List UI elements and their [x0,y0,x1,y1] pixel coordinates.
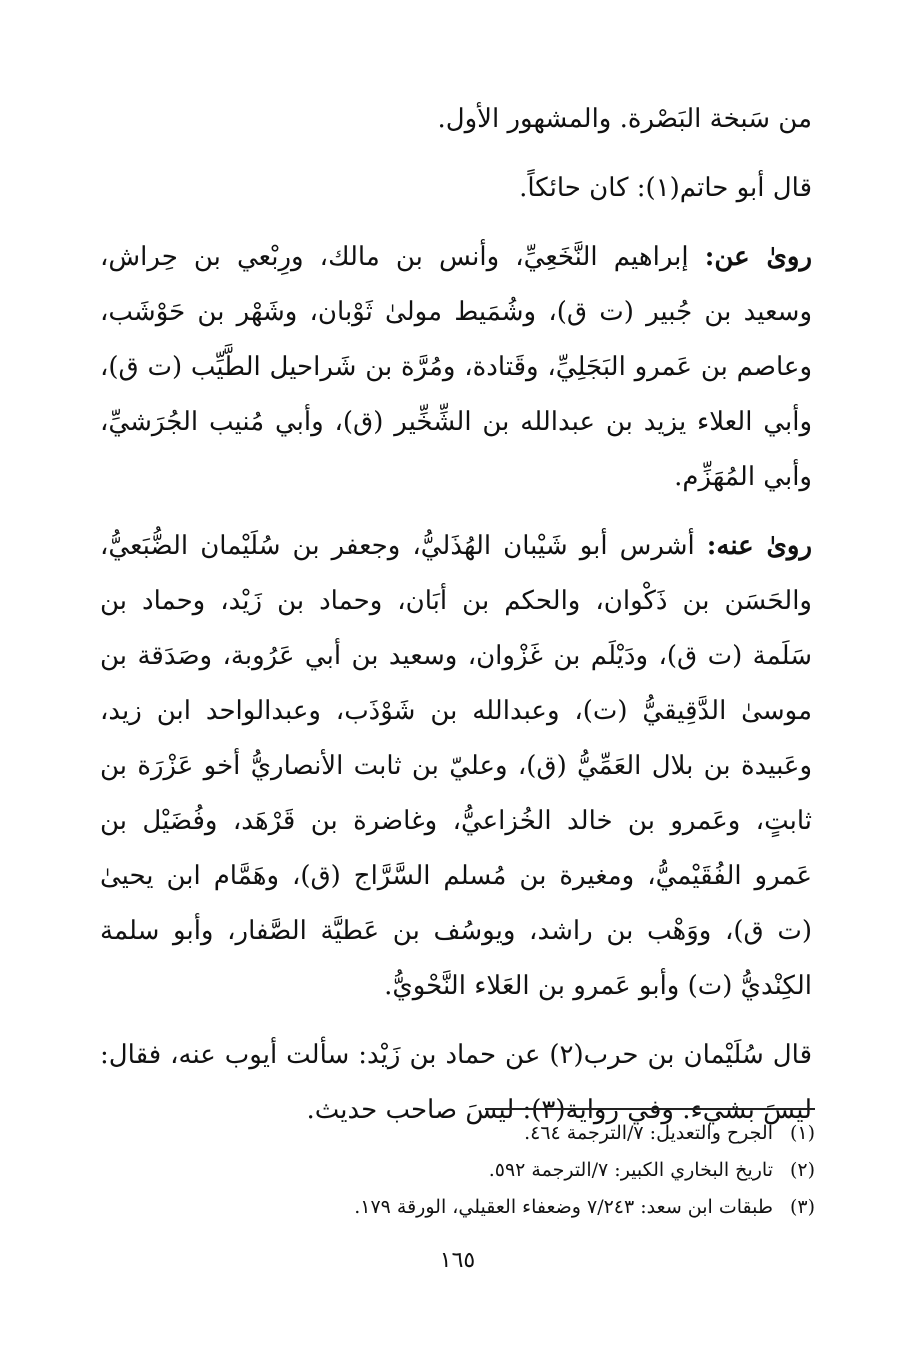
paragraph-5: قال سُلَيْمان بن حرب(٢) عن حماد بن زَيْد: سألت أيوب عنه، فقال: ليسَ بشيء. وفي رواية(٣): ليسَ صاحب حديث. [100,1040,812,1125]
footnotes [103,1115,815,1226]
footnote-separator [485,1108,815,1110]
footnote [103,1152,815,1189]
main-text [100,92,812,1138]
footnote [103,1115,815,1152]
narrated-from-paragraph [100,230,812,505]
footnote-number: (١) [789,1122,815,1144]
page-number: ١٦٥ [439,1248,476,1273]
footnote-number: (٢) [789,1159,815,1181]
footnote-text: الجرح والتعديل: ٧/الترجمة ٤٦٤. [524,1122,773,1144]
footnote-text: تاريخ البخاري الكبير: ٧/الترجمة ٥٩٢. [488,1159,773,1181]
footnote [103,1189,815,1226]
narrated-by-paragraph [100,519,812,1014]
paragraph-2: قال أبو حاتم(١): كان حائكاً. [519,173,812,203]
narrated-by-heading: روىٰ عنه: [706,531,812,561]
narrated-by-text: أشرس أبو شَيْبان الهُذَليُّ، وجعفر بن سُلَيْمان الضُّبَعيُّ، والحَسَن بن ذَكْوان، والحكم بن أبَان، وحماد بن زَيْد، وحماد بن سَلَمة (ت ق)، ودَيْلَم بن غَزْوان، وسعيد بن أبي عَرُوبة، وصَدَقة بن موسىٰ الدَّقِيقيُّ (ت)، وعبدالله بن شَوْذَب، وعبدالواحد ابن زيد، وعَبيدة بن بلال العَمِّيُّ (ق)، وعليّ بن ثابت الأنصاريُّ أخو عَزْرَة بن ثابتٍ، وعَمرو بن خالد الخُزاعيُّ، وغاضرة بن قَرْهَد، وفُضَيْل بن عَمرو الفُقَيْميُّ، ومغيرة بن مُسلم السَّرَّاج (ق)، وهَمَّام ابن يحيىٰ (ت ق)، ووَهْب بن راشد، ويوسُف بن عَطيَّة الصَّفار، وأبو سلمة الكِنْديُّ (ت) وأبو عَمرو بن العَلاء النَّحْويُّ. [100,531,813,1001]
narrated-from-text: إبراهيم النَّخَعِيِّ، وأنس بن مالك، ورِبْعي بن حِراش، وسعيد بن جُبير (ت ق)، وشُمَيط مولىٰ ثَوْبان، وشَهْر بن حَوْشَب، وعاصم بن عَمرو البَجَلِيِّ، وقَتادة، ومُرَّة بن شَراحيل الطَّيِّب (ت ق)، وأبي العلاء يزيد بن عبدالله بن الشِّخِّير (ق)، وأبي مُنيب الجُرَشيِّ، وأبي المُهَزِّم. [100,242,812,492]
narrated-from-heading: روىٰ عن: [704,242,813,272]
footnote-number: (٣) [789,1196,815,1218]
footnote-text: طبقات ابن سعد: ٧/٢٤٣ وضعفاء العقيلي، الورقة ١٧٩. [354,1196,773,1218]
paragraph-1: من سَبخة البَصْرة. والمشهور الأول. [437,104,812,134]
